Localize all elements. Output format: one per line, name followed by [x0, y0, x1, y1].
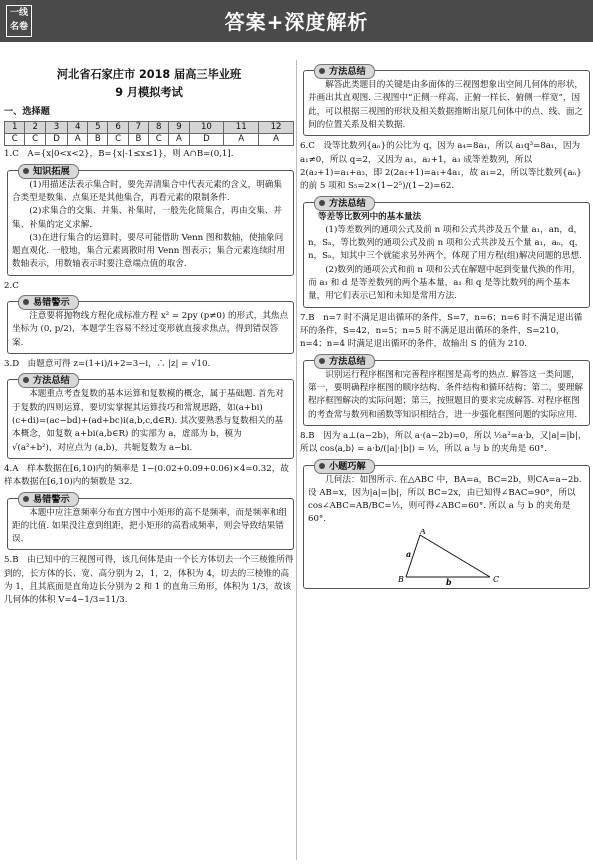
vertex-b-label: B [398, 574, 404, 584]
answer-5: 5.B 由已知中的三视图可得，该几何体是由一个长方体切去一个三棱锥所得到的，长方体的长、宽、高分别为 2，1，2，体积为 4，切去的三棱锥的高为 1，且其底面是直角边长分别为 2 和 1 的直角三角形，体积为 1/3，故该几何体的体积 V=4−1/3=11/3. [4, 555, 294, 606]
answer-2: 2.C [4, 280, 19, 291]
box-paragraph: 本题重点考查复数的基本运算和复数模的概念，属于基础题. 首先对于复数的四则运算，要切实掌握其运算技巧和常规思路，如(a+bi)(c+di)=(ac−bd)+(ad+bc)i(a,b,c,d∈R). 其次要熟悉与复数相关的基本概念，如复数 a+bi(a,b∈R) 的实部为 a，虚部为 b，模为 √(a²+b²)，对应点为 (a,b)，共轭复数为 a−bi. [12, 389, 284, 453]
box-paragraph: (1)用描述法表示集合时，要先弄清集合中代表元素的含义，明确集合类型是数集、点集还是其他集合，再看元素的限制条件. [12, 179, 282, 203]
table-cell: D [45, 134, 67, 146]
table-cell: A [259, 134, 294, 146]
box-paragraph: (2)数列的通项公式和前 n 项和公式在解题中起到变量代换的作用，而 a₁ 和 d 是等差数列的两个基本量，a₁ 和 q 是等比数列的两个基本量，用它们表示已知和未知是常用方法. [308, 264, 581, 302]
column-divider [296, 60, 297, 860]
page-header [0, 0, 593, 42]
box-tag: 易错警示 [18, 492, 79, 507]
badge-line-2: 名卷 [9, 22, 28, 32]
answer-6: 6.C 设等比数列{aₙ}的公比为 q，因为 a₄=8a₁，所以 a₁q³=8a₁，因为 a₁≠0，所以 q=2，又因为 a₁，a₂+1，a₃ 成等差数列，所以 2(a₂+1)=a₁+a₃，即 2(2a₁+1)=a₁+4a₁，故 a₁=2，所以等比数列{aₙ}的前 5 项和 S₅=2×(1−2⁵)/(1−2)=62. [300, 141, 582, 192]
table-cell: C [5, 134, 25, 146]
box-paragraph: 本题中应注意频率分布直方图中小矩形的高不是频率，而是频率和组距的比值. 如果没注意到组距，把小矩形的高看成频率，则会导致结果错误. [12, 507, 288, 545]
answer-table [4, 121, 294, 146]
table-cell: 11 [224, 122, 259, 134]
answer-table-numbers [5, 122, 294, 134]
box-paragraph: 识别运行程序框图和完善程序框图是高考的热点. 解答这一类问题，第一，要明确程序框图的顺序结构、条件结构和循环结构；第二，要理解程序框图解决的实际问题；第三，按照题目的要求完成解答. 对程序框图的考查常与数列和函数等知识相结合，进一步强化框图问题的实际应用. [308, 369, 584, 420]
vertex-a-label: A [420, 528, 426, 536]
box-tag: 方法总结 [18, 373, 79, 388]
answer-3: 3.D 由题意可得 z=(1+i)/i+2=3−i，∴ |z| = √10. [4, 359, 211, 369]
left-column [4, 48, 294, 608]
tip-box-method [303, 66, 590, 136]
answer-table-answers [5, 134, 294, 146]
tip-box-method [303, 197, 590, 308]
box-paragraph: (3)在进行集合的运算时，要尽可能借助 Venn 图和数轴，使抽象问题直观化. 一般地，集合元素离散时用 Venn 图表示；集合元素连续时用数轴表示，用数轴表示时要注意端点值的取舍. [12, 232, 286, 270]
box-paragraph: 几何法：如图所示. 在△ABC 中，BA=a，BC=2b，则CA=a−2b. 设 AB=x，因为|a|=|b|，所以 BC=2x，由已知得∠BAC=90°，所以 cos∠ABC=AB/BC=½，则可得∠ABC=60°. 所以 a 与 b 的夹角是 60°. [308, 474, 582, 525]
table-cell: A [68, 134, 88, 146]
table-cell: 2 [25, 122, 45, 134]
table-cell: 12 [259, 122, 294, 134]
box-paragraph: 注意要将抛物线方程化成标准方程 x² = 2py (p≠0) 的形式，其焦点坐标为 (0, p/2)，本题学生容易不经过变形就直接求焦点，得到错误答案. [12, 311, 289, 348]
table-cell: D [189, 134, 224, 146]
box-tag: 方法总结 [314, 64, 375, 79]
answer-4: 4.A 样本数据在[6,10)内的频率是 1−(0.02+0.09+0.06)×4=0.32，故样本数据在[6,10)内的频数是 32. [4, 463, 289, 488]
section-heading: 一、选择题 [4, 106, 50, 117]
box-tag: 知识拓展 [18, 164, 79, 179]
vertex-c-label: C [493, 574, 500, 584]
exam-title [4, 66, 294, 102]
box-paragraph: 解答此类题目的关键是由多面体的三视图想象出空间几何体的形状，并画出其直观图. 三视图中“正侧一样高、正俯一样长、俯侧一样宽”，因此，可以根据三视图的形状及相关数据推断出原几何体中的点、线、面之间的位置关系及相关数据. [308, 80, 584, 130]
tip-box-warning [7, 493, 294, 551]
triangle-figure [398, 529, 508, 585]
tip-box-trick [303, 460, 590, 589]
box-tag: 小题巧解 [314, 459, 375, 474]
table-cell: 4 [68, 122, 88, 134]
tip-box-warning [7, 297, 294, 354]
table-cell: A [169, 134, 189, 146]
tip-box-method [303, 355, 590, 426]
table-cell: 8 [148, 122, 168, 134]
box-tag: 易错警示 [18, 295, 79, 310]
table-cell: 3 [45, 122, 67, 134]
tip-box-knowledge [7, 165, 294, 276]
table-cell: 1 [5, 122, 25, 134]
vector-b-label: b [446, 576, 452, 585]
exam-title-line-2: 9 月模拟考试 [115, 86, 183, 99]
right-column [300, 48, 590, 593]
table-cell: C [108, 134, 128, 146]
box-tag: 方法总结 [314, 196, 375, 211]
table-cell: 9 [169, 122, 189, 134]
table-cell: 7 [128, 122, 148, 134]
badge-line-1: 一线 [9, 8, 28, 18]
table-cell: 5 [88, 122, 108, 134]
banner-title: 答案+深度解析 [224, 10, 369, 34]
box-tag: 方法总结 [314, 354, 375, 369]
box-paragraph: (2)求集合的交集、并集、补集时，一般先化简集合，再由交集、并集、补集的定义求解. [12, 206, 282, 230]
table-cell: B [88, 134, 108, 146]
table-cell: 10 [189, 122, 224, 134]
answer-7: 7.B n=7 时不满足退出循环的条件，S=7，n=6；n=6 时不满足退出循环的条件，S=42，n=5；n=5 时不满足退出循环的条件，S=210，n=4；n=4 时满足退出循环的条件，故输出 S 的值为 210. [300, 312, 583, 350]
box-subtitle: 等差等比数列中的基本量法 [318, 211, 422, 222]
answer-8: 8.B 因为 a⊥(a−2b)，所以 a·(a−2b)=0，所以 ½a²=a·b，又|a|=|b|，所以 cos⟨a,b⟩ = a·b/(|a|·|b|) = ½，所以 a 与 b 的夹角是 60°. [300, 430, 587, 455]
table-cell: A [224, 134, 259, 146]
table-cell: C [25, 134, 45, 146]
vector-a-label: a [406, 548, 412, 559]
edge-ac [420, 535, 490, 577]
answer-1: 1.C A={x|0<x<2}，B={x|-1≤x≤1}，则 A∩B=(0,1]. [4, 149, 234, 160]
table-cell: C [148, 134, 168, 146]
table-cell: B [128, 134, 148, 146]
exam-title-line-1: 河北省石家庄市 2018 届高三毕业班 [56, 68, 242, 81]
table-cell: 6 [108, 122, 128, 134]
tip-box-method [7, 375, 294, 459]
box-paragraph: (1)等差数列的通项公式及前 n 项和公式共涉及五个量 a₁，an，d，n，Sₙ，等比数列的通项公式及前 n 项和公式共涉及五个量 a₁，aₙ，q，n，Sₙ，知其中三个就能求另外两个，体现了用方程(组)解决问题的思想. [308, 224, 584, 262]
